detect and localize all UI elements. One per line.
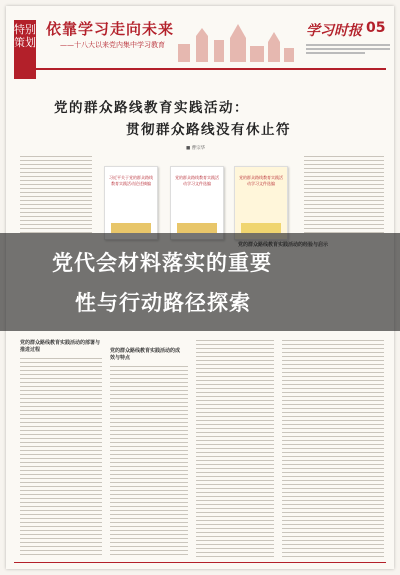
section-subhead: 党的群众路线教育实践活动的成效与特点	[110, 348, 181, 361]
book-title: 习近平关于党的群众路线教育实践活动论述摘编	[109, 175, 153, 186]
book-cover	[104, 166, 158, 240]
book-band	[241, 223, 281, 233]
newspaper-name: 学习时报	[306, 23, 362, 39]
overlay-title-line-2: 性与行动路径探索	[75, 291, 251, 315]
book-band	[177, 223, 217, 233]
page-bottom-rule	[14, 562, 386, 563]
page-number: 05	[366, 20, 386, 36]
masthead-meta-lines	[306, 42, 390, 56]
text-column	[282, 340, 384, 558]
book-band	[111, 223, 151, 233]
skyline-illustration	[176, 18, 296, 62]
article-subtitle: 贯彻群众路线没有休止符	[126, 122, 291, 138]
overlay-title-line-1: 党代会材料落实的重要	[52, 251, 272, 275]
article-title: 党的群众路线教育实践活动：	[54, 100, 249, 116]
text-column	[20, 156, 92, 236]
text-column	[196, 340, 274, 558]
book-cover	[170, 166, 224, 240]
text-column	[110, 366, 188, 558]
book-title: 党的群众路线教育实践活动学习文件选编	[175, 175, 219, 186]
section-subhead: 党的群众路线教育实践活动的部署与推进过程	[20, 340, 101, 353]
page-subheadline: ——十八大以来党内集中学习教育	[60, 41, 165, 49]
book-title: 党的群众路线教育实践活动学习文件选编	[239, 175, 283, 186]
masthead-rule	[14, 68, 386, 70]
text-column	[20, 358, 102, 558]
section-tab: 特别策划	[14, 20, 36, 79]
page-headline: 依靠学习走向未来	[46, 20, 175, 38]
book-cover	[234, 166, 288, 240]
text-column	[304, 156, 384, 236]
article-byline: ■ 曹宗华	[186, 146, 206, 151]
